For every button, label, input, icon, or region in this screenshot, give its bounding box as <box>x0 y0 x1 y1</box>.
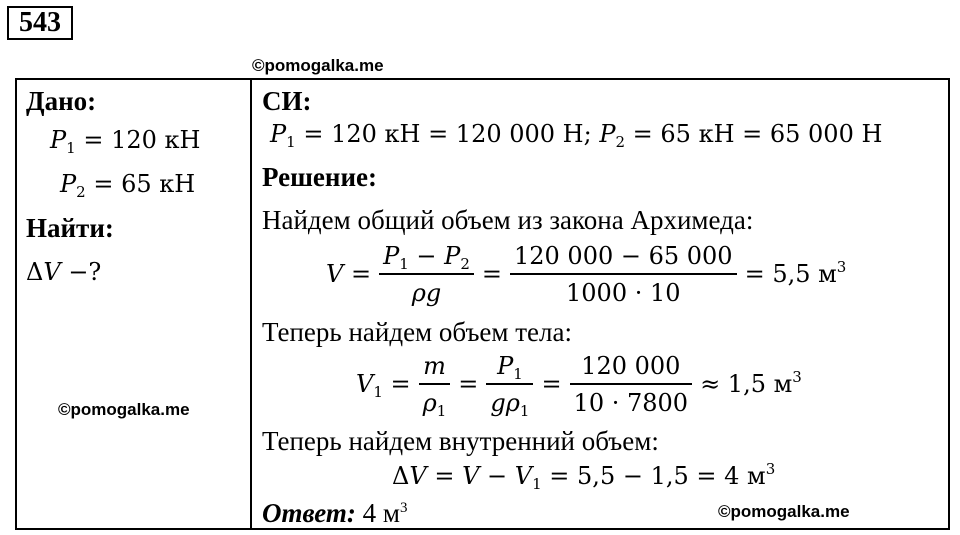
step1-numerator: 120 000 − 65 000 <box>510 242 737 275</box>
given-title: Дано: <box>26 86 97 116</box>
body-volume-numeric-fraction <box>570 352 693 417</box>
problem-number: 543 <box>7 6 73 40</box>
si-p2-conversion: = 65 кН = 65 000 Н <box>625 120 883 148</box>
column-divider <box>250 78 252 530</box>
step2-numerator: 120 000 <box>570 352 693 385</box>
internal-volume-equation: $\Delta V = V - V_1 = 5,5 - 1,5 = 4$ $м^3$ <box>392 460 776 493</box>
solution-title: Решение: <box>262 162 377 192</box>
si-title: СИ: <box>262 86 312 116</box>
weight-fraction: $\frac{P_1}{g\rho_1}$ <box>486 352 533 417</box>
answer: Ответ: 4 $м^3$ <box>262 498 408 528</box>
given-p2: $P_2 = 65$ кН <box>60 170 196 201</box>
step3-text: Теперь найдем внутренний объем: <box>262 426 659 456</box>
find-value-text: −? <box>60 258 102 286</box>
watermark-bottom: ©pomogalka.me <box>718 502 850 521</box>
step1-text: Найдем общий объем из закона Архимеда: <box>262 205 754 235</box>
step2-text: Теперь найдем объем тела: <box>262 317 572 347</box>
archimedes-equation: V = $\frac{P_1 - P_2}{\rho g}$ = $\frac{120 000 - 65 000}{1000 \cdot 10}$ = 5,5 $м^3$ <box>326 241 847 307</box>
given-p1: $P_1 = 120$ кН <box>50 126 201 157</box>
find-title: Найти: <box>26 213 114 243</box>
answer-value: 4 м <box>355 498 400 528</box>
step1-result: = 5,5 м <box>744 260 837 288</box>
watermark-left: ©pomogalka.me <box>58 400 190 419</box>
step2-denominator: 10 · 7800 <box>573 388 689 417</box>
step1-denominator: 1000 · 10 <box>566 278 681 307</box>
given-p2-value: = 65 кН <box>85 170 196 198</box>
archimedes-fraction: $\frac{P_1 - P_2}{\rho g}$ <box>379 242 474 307</box>
watermark-top: ©pomogalka.me <box>252 56 384 75</box>
given-p1-value: = 120 кН <box>75 126 201 154</box>
find-value: ΔV −? <box>26 258 102 286</box>
step2-result: ≈ 1,5 м <box>700 370 793 398</box>
si-conversion: $P_1 = 120$ кН = 120 000 Н; $P_2 = 65$ кН = 65 000 Н <box>270 120 883 151</box>
archimedes-numeric-fraction <box>510 242 737 307</box>
si-p1-conversion: = 120 кН = 120 000 Н; <box>295 120 600 148</box>
body-volume-equation: $V_1$ = $\frac{m}{\rho_1}$ = $\frac{P_1}{g\rho_1}$ = $\frac{120 000}{10 \cdot 7800}$ ≈ 1,5 $м^3$ <box>356 351 802 420</box>
answer-label: Ответ: <box>262 498 356 528</box>
step3-formula: = 5,5 − 1,5 = 4 м <box>541 462 766 490</box>
mass-density-fraction: $\frac{m}{\rho_1}$ <box>419 352 451 417</box>
